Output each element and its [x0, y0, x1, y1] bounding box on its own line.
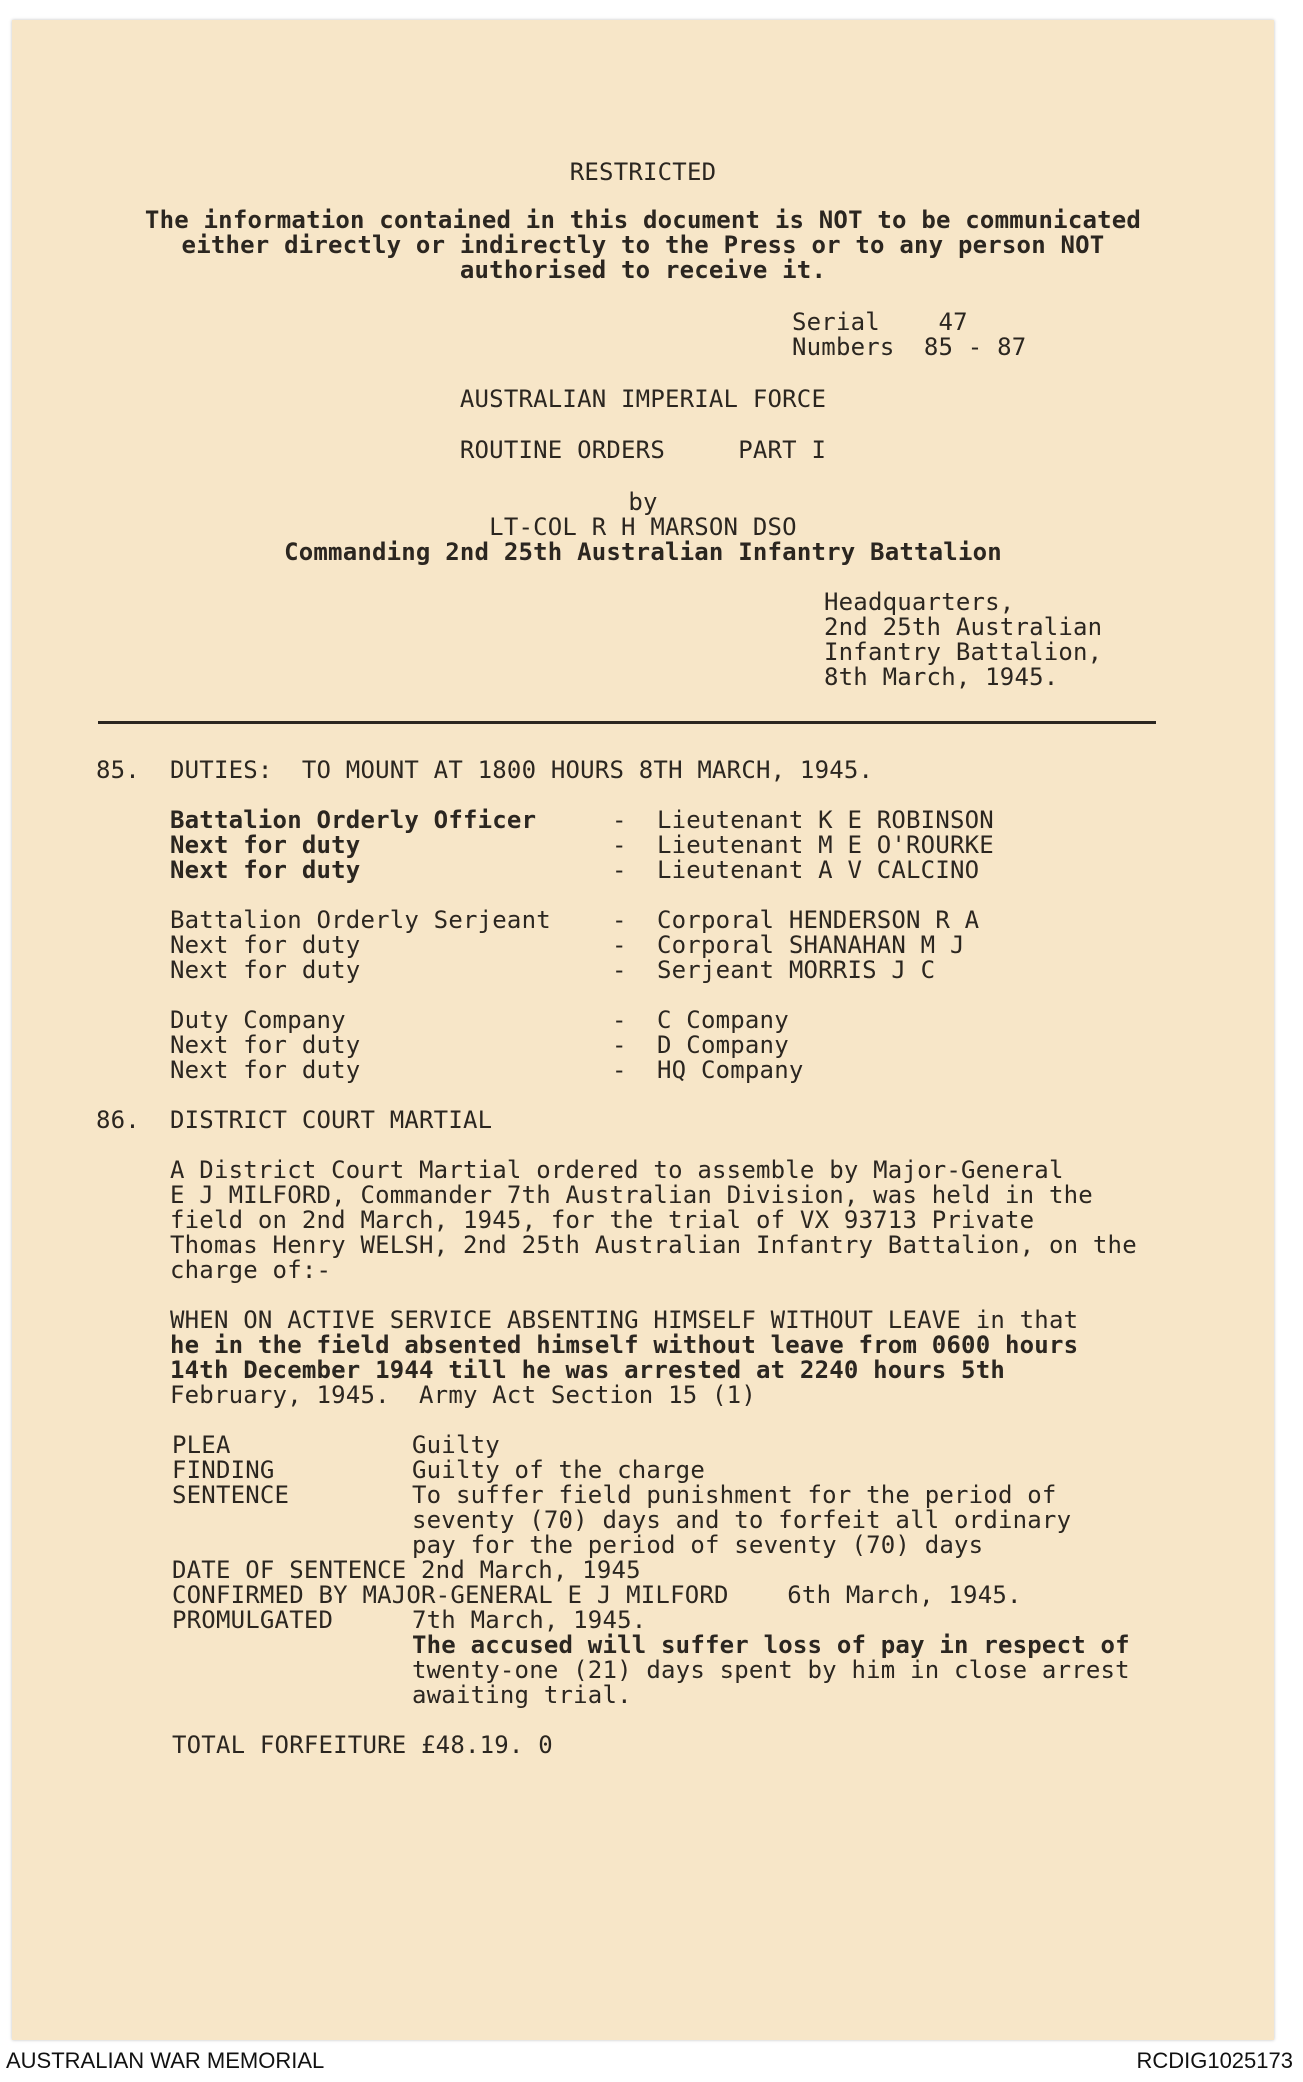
- duty-name: Serjeant MORRIS J C: [657, 956, 936, 984]
- duty-role: Next for duty: [170, 931, 361, 959]
- section-85-number: 85.: [96, 756, 140, 784]
- sentence-line: seventy (70) days and to forfeit all ordinary: [412, 1506, 1072, 1534]
- duty-dash: -: [612, 931, 627, 959]
- charge-line: he in the field absented himself without leave from 0600 hours: [170, 1331, 1079, 1359]
- hq-line-2: 2nd 25th Australian: [824, 613, 1103, 641]
- finding-value: Guilty of the charge: [412, 1456, 705, 1484]
- court-martial-para-line: E J MILFORD, Commander 7th Australian Division, was held in the: [170, 1181, 1093, 1209]
- hq-line-4: 8th March, 1945.: [824, 663, 1059, 691]
- hq-line-1: Headquarters,: [824, 588, 1015, 616]
- total-forfeiture: TOTAL FORFEITURE £48.19. 0: [172, 1731, 553, 1759]
- duty-role: Next for duty: [170, 1056, 361, 1084]
- duty-dash: -: [612, 1006, 627, 1034]
- duty-dash: -: [612, 956, 627, 984]
- duty-name: Corporal HENDERSON R A: [657, 906, 980, 934]
- section-85-title: DUTIES: TO MOUNT AT 1800 HOURS 8TH MARCH, 1945.: [170, 756, 874, 784]
- duty-role: Next for duty: [170, 831, 361, 859]
- court-martial-para-line: Thomas Henry WELSH, 2nd 25th Australian Infantry Battalion, on the: [170, 1231, 1137, 1259]
- warning-line-3: authorised to receive it.: [459, 256, 827, 284]
- force-title: AUSTRALIAN IMPERIAL FORCE: [459, 385, 827, 413]
- hq-line-3: Infantry Battalion,: [824, 638, 1103, 666]
- order-numbers: Numbers 85 - 87: [792, 333, 1027, 361]
- duty-dash: -: [612, 806, 627, 834]
- commanding-officer: LT-COL R H MARSON DSO: [489, 513, 797, 541]
- duty-name: C Company: [657, 1006, 789, 1034]
- duty-name: D Company: [657, 1031, 789, 1059]
- warning-line-2: either directly or indirectly to the Press or to any person NOT: [181, 231, 1105, 259]
- footer-image-id: RCDIG1025173: [1136, 2048, 1293, 2073]
- sentence-line: pay for the period of seventy (70) days: [412, 1531, 984, 1559]
- duty-role: Next for duty: [170, 856, 361, 884]
- section-86-number: 86.: [96, 1106, 140, 1134]
- promulgated-label: PROMULGATED: [172, 1606, 334, 1634]
- duty-name: Lieutenant M E O'ROURKE: [657, 831, 994, 859]
- section-86-title: DISTRICT COURT MARTIAL: [170, 1106, 493, 1134]
- duty-name: Lieutenant A V CALCINO: [657, 856, 980, 884]
- duty-dash: -: [612, 1031, 627, 1059]
- duty-dash: -: [612, 906, 627, 934]
- duty-dash: -: [612, 856, 627, 884]
- duty-name: HQ Company: [657, 1056, 804, 1084]
- sentence-label: SENTENCE: [172, 1481, 290, 1509]
- footer-institution: AUSTRALIAN WAR MEMORIAL: [6, 2048, 325, 2073]
- charge-line: 14th December 1944 till he was arrested at 2240 hours 5th: [170, 1356, 1006, 1384]
- promulgated-line: The accused will suffer loss of pay in respect of: [412, 1631, 1130, 1659]
- duty-role: Battalion Orderly Serjeant: [170, 906, 551, 934]
- confirmed-by: CONFIRMED BY MAJOR-GENERAL E J MILFORD 6th March, 1945.: [172, 1581, 1022, 1609]
- promulgated-line: awaiting trial.: [412, 1681, 632, 1709]
- duty-role: Next for duty: [170, 956, 361, 984]
- serial-number: Serial 47: [792, 308, 968, 336]
- charge-line: February, 1945. Army Act Section 15 (1): [170, 1381, 756, 1409]
- duty-dash: -: [612, 1056, 627, 1084]
- orders-title: ROUTINE ORDERS PART I: [459, 436, 827, 464]
- duty-name: Lieutenant K E ROBINSON: [657, 806, 994, 834]
- header-divider: [98, 721, 1156, 724]
- command-line: Commanding 2nd 25th Australian Infantry Battalion: [284, 538, 1002, 566]
- sentence-line: To suffer field punishment for the period of: [412, 1481, 1057, 1509]
- promulgated-line: twenty-one (21) days spent by him in close arrest: [412, 1656, 1130, 1684]
- document-sheet: [12, 20, 1274, 2040]
- duty-role: Battalion Orderly Officer: [170, 806, 537, 834]
- duty-role: Duty Company: [170, 1006, 346, 1034]
- court-martial-para-line: field on 2nd March, 1945, for the trial of VX 93713 Private: [170, 1206, 1035, 1234]
- finding-label: FINDING: [172, 1456, 275, 1484]
- promulgated-line: 7th March, 1945.: [412, 1606, 647, 1634]
- plea-label: PLEA: [172, 1431, 231, 1459]
- court-martial-para-line: A District Court Martial ordered to assemble by Major-General: [170, 1156, 1064, 1184]
- plea-value: Guilty: [412, 1431, 500, 1459]
- duty-dash: -: [612, 831, 627, 859]
- duty-role: Next for duty: [170, 1031, 361, 1059]
- duty-name: Corporal SHANAHAN M J: [657, 931, 965, 959]
- warning-line-1: The information contained in this document is NOT to be communicated: [144, 206, 1142, 234]
- by-line: by: [628, 488, 658, 516]
- court-martial-para-line: charge of:-: [170, 1256, 332, 1284]
- date-of-sentence: DATE OF SENTENCE 2nd March, 1945: [172, 1556, 641, 1584]
- charge-line: WHEN ON ACTIVE SERVICE ABSENTING HIMSELF WITHOUT LEAVE in that: [170, 1306, 1079, 1334]
- classification-heading: RESTRICTED: [569, 158, 717, 186]
